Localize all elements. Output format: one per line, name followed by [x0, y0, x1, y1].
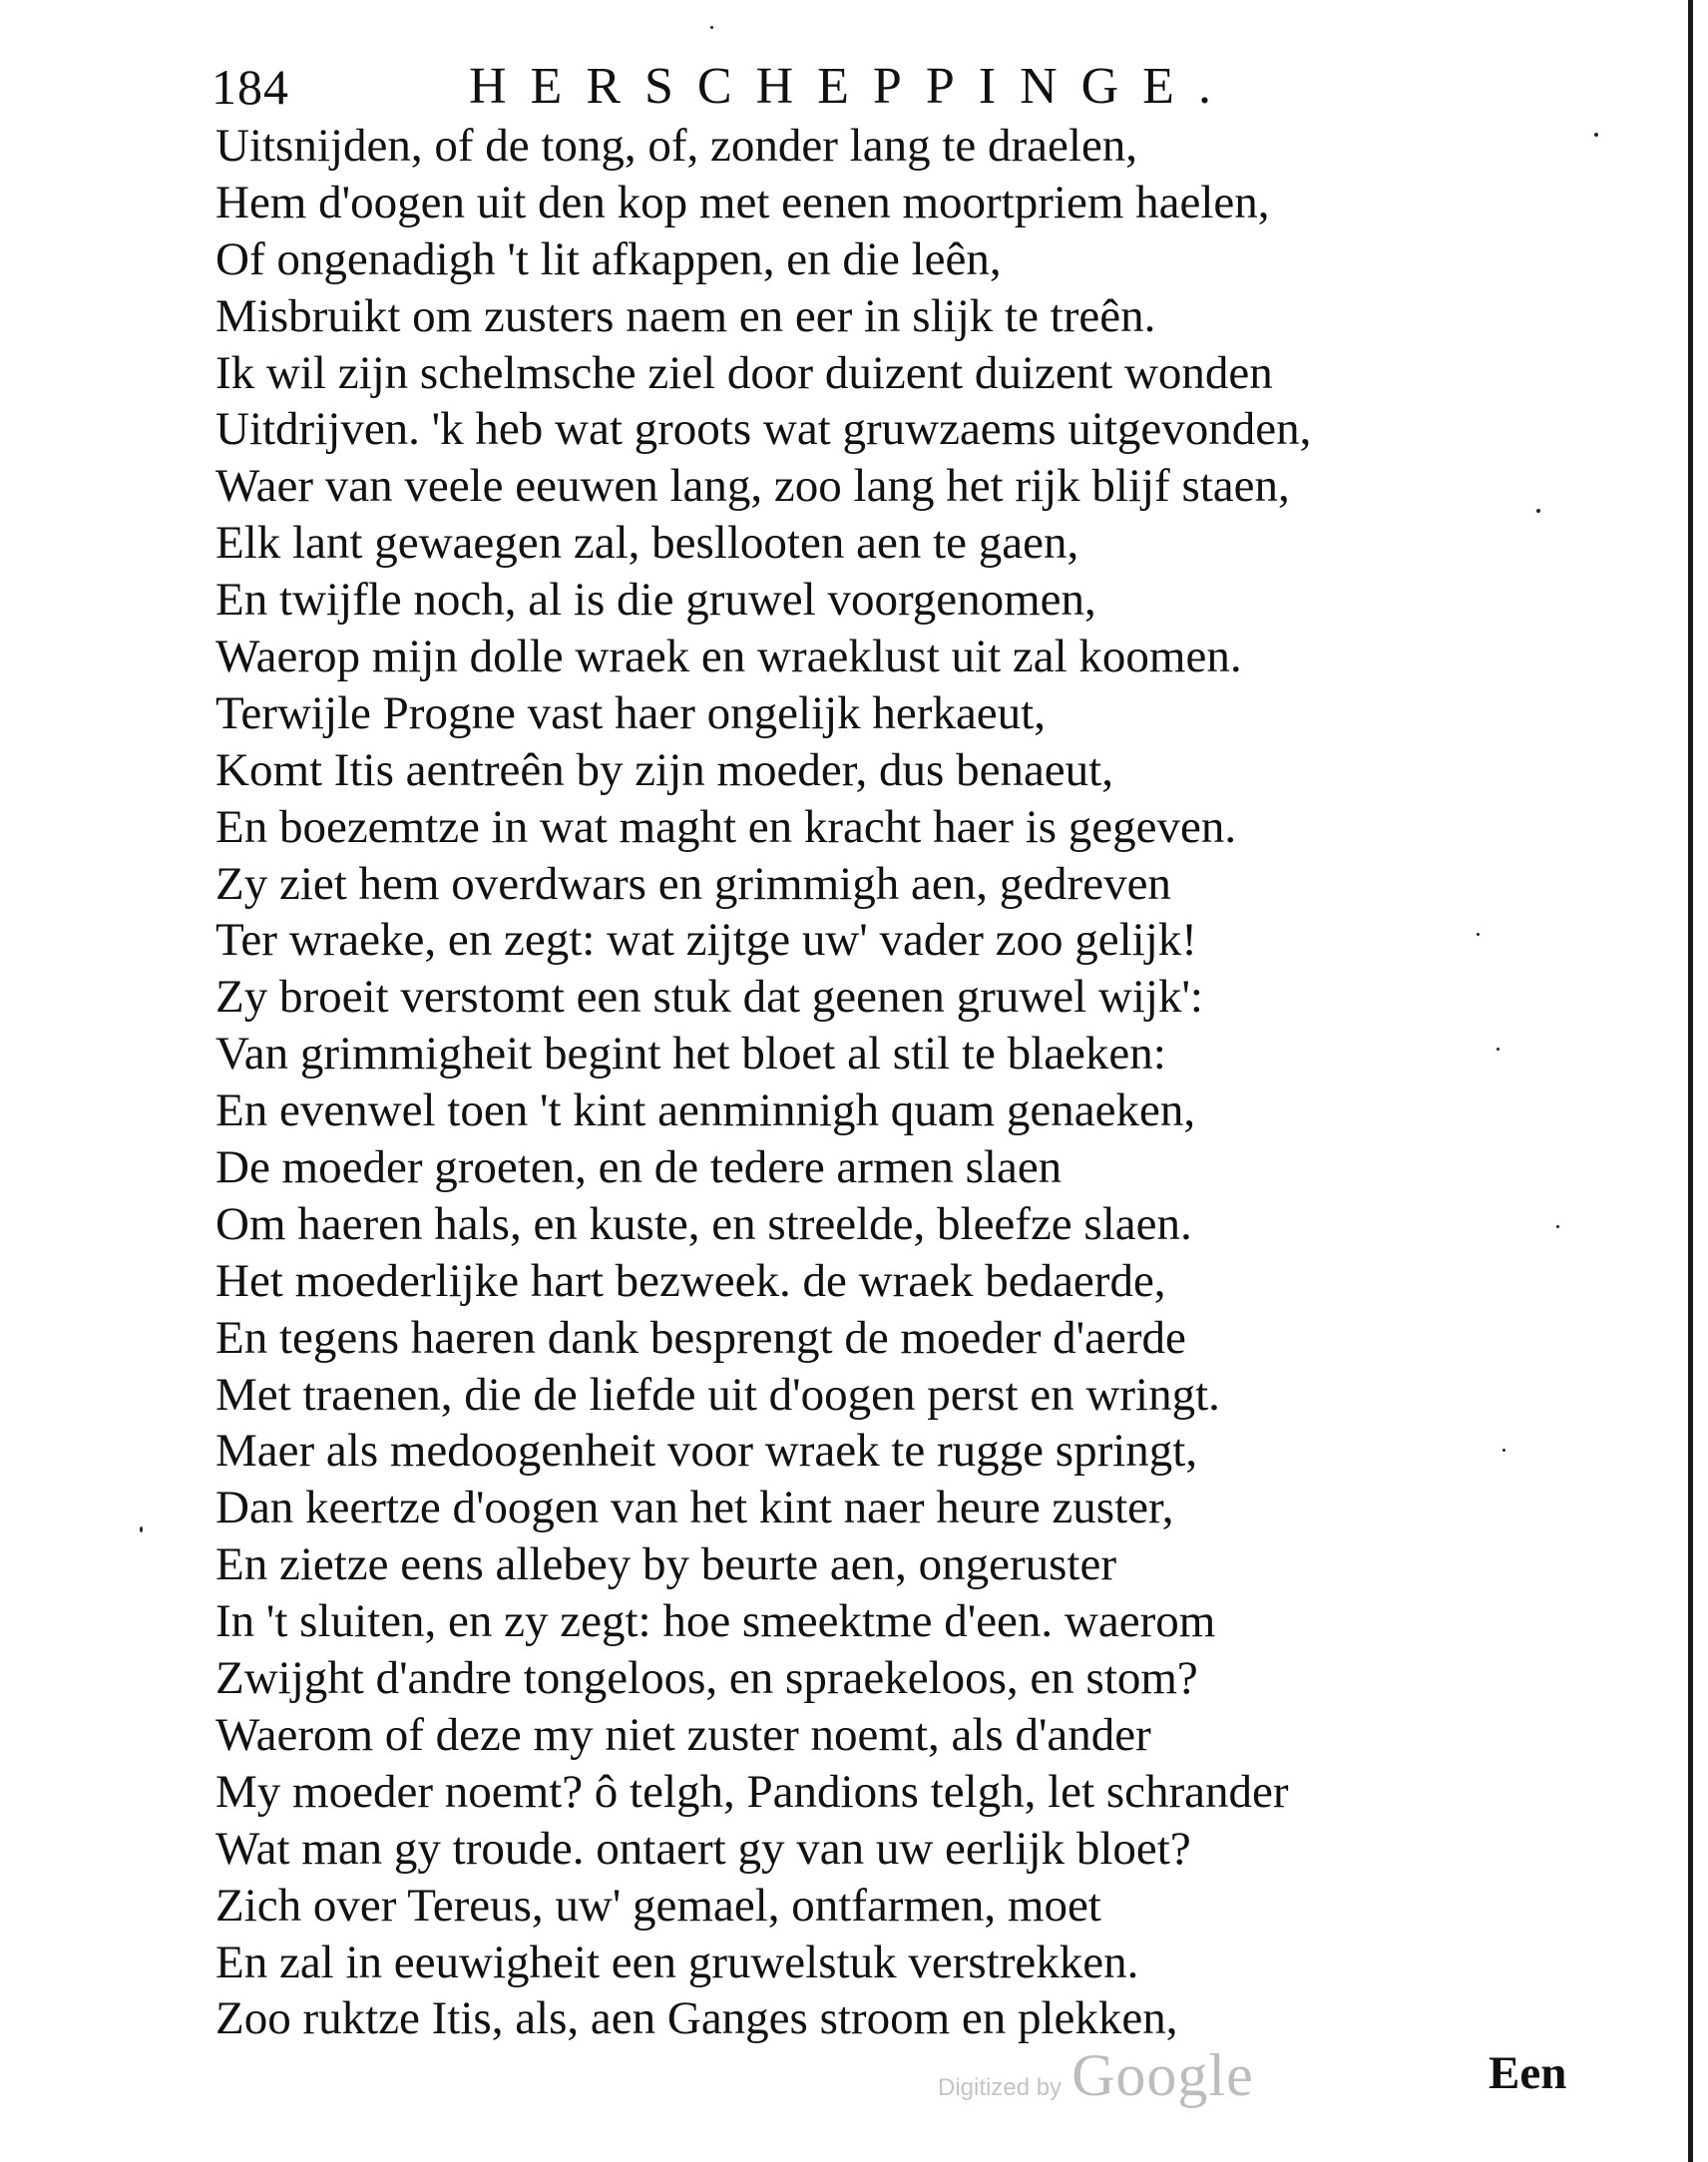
- verse-line: Met traenen, die de liefde uit d'oogen perst en wringt.: [215, 1368, 1220, 1421]
- verse-line: Het moederlijke hart bezweek. de wraek bedaerde,: [215, 1254, 1166, 1307]
- running-title: HERSCHEPPINGE.: [469, 58, 1235, 115]
- verse-line: Terwijle Progne vast haer ongelijk herkaeut,: [215, 686, 1046, 739]
- binding-edge: [1688, 0, 1693, 2162]
- scan-speck: [1594, 133, 1598, 137]
- verse-line: Zoo ruktze Itis, als, aen Ganges stroom en plekken,: [215, 1992, 1178, 2045]
- verse-line: Waerom of deze my niet zuster noemt, als d'ander: [215, 1708, 1151, 1761]
- verse-line: Dan keertze d'oogen van het kint naer heure zuster,: [215, 1482, 1174, 1534]
- scan-speck: [710, 26, 713, 29]
- verse-line: Zwijght d'andre tongeloos, en spraekeloos, en stom?: [215, 1652, 1198, 1705]
- scan-speck: [1477, 933, 1480, 936]
- scan-speck: [1502, 1449, 1505, 1452]
- verse-line: Waer van veele eeuwen lang, zoo lang het rijk blijf staen,: [215, 460, 1290, 513]
- verse-line: Om haeren hals, en kuste, en streelde, bleefze slaen.: [215, 1197, 1192, 1250]
- verse-line: En evenwel toen 't kint aenminnigh quam genaeken,: [215, 1084, 1196, 1137]
- scan-speck: [1536, 509, 1540, 513]
- verse-line: En twijfle noch, al is die gruwel voorgenomen,: [215, 574, 1096, 627]
- verse-line: Hem d'oogen uit den kop met eenen moortpriem haelen,: [215, 176, 1270, 228]
- verse-line: Uitsnijden, of de tong, of, zonder lang te draelen,: [215, 120, 1138, 172]
- verse-block: [215, 118, 1612, 2047]
- verse-line: Komt Itis aentreên by zijn moeder, dus benaeut,: [215, 743, 1113, 796]
- verse-line: Maer als medoogenheit voor wraek te rugge springt,: [215, 1425, 1198, 1478]
- verse-line: In 't sluiten, en zy zegt: hoe smeektme d'een. waerom: [215, 1595, 1216, 1648]
- verse-line: Wat man gy troude. ontaert gy van uw eerlijk bloet?: [215, 1822, 1191, 1875]
- verse-line: Ik wil zijn schelmsche ziel door duizent duizent wonden: [215, 346, 1273, 399]
- verse-line: Waerop mijn dolle wraek en wraeklust uit zal koomen.: [215, 631, 1242, 683]
- verse-line: En zietze eens allebey by beurte aen, ongeruster: [215, 1538, 1117, 1591]
- verse-line: Zy ziet hem overdwars en grimmigh aen, gedreven: [215, 857, 1171, 910]
- verse-line: Misbruikt om zusters naem en eer in slijk te treên.: [215, 289, 1156, 342]
- scan-speck: [1496, 1048, 1499, 1051]
- verse-line: Van grimmigheit begint het bloet al stil te blaeken:: [215, 1028, 1166, 1081]
- verse-line: En zal in eeuwigheit een gruwelstuk verstrekken.: [215, 1936, 1139, 1988]
- verse-line: Of ongenadigh 't lit afkappen, en die leên,: [215, 232, 1002, 285]
- digitized-watermark: [938, 2041, 1254, 2111]
- watermark-prefix: Digitized by: [938, 2074, 1063, 2101]
- verse-line: Zy broeit verstomt een stuk dat geenen gruwel wijk':: [215, 971, 1203, 1024]
- catchword: Een: [1489, 2047, 1567, 2099]
- scan-speck: [140, 1526, 143, 1532]
- running-head: [212, 52, 1329, 122]
- verse-line: En boezemtze in wat maght en kracht haer is gegeven.: [215, 800, 1237, 853]
- scan-speck: [1556, 1225, 1559, 1228]
- verse-line: Elk lant gewaegen zal, besllooten aen te gaen,: [215, 517, 1079, 570]
- verse-line: Zich over Tereus, uw' gemael, ontfarmen, moet: [215, 1879, 1101, 1932]
- verse-line: My moeder noemt? ô telgh, Pandions telgh, let schrander: [215, 1765, 1289, 1818]
- verse-line: Uitdrijven. 'k heb wat groots wat gruwzaems uitgevonden,: [215, 403, 1312, 456]
- google-logo: Google: [1071, 2042, 1254, 2108]
- verse-line: De moeder groeten, en de tedere armen slaen: [215, 1141, 1063, 1194]
- verse-line: Ter wraeke, en zegt: wat zijtge uw' vader zoo gelijk!: [215, 914, 1197, 967]
- verse-line: En tegens haeren dank besprengt de moeder d'aerde: [215, 1311, 1186, 1364]
- page-number: 184: [212, 59, 289, 115]
